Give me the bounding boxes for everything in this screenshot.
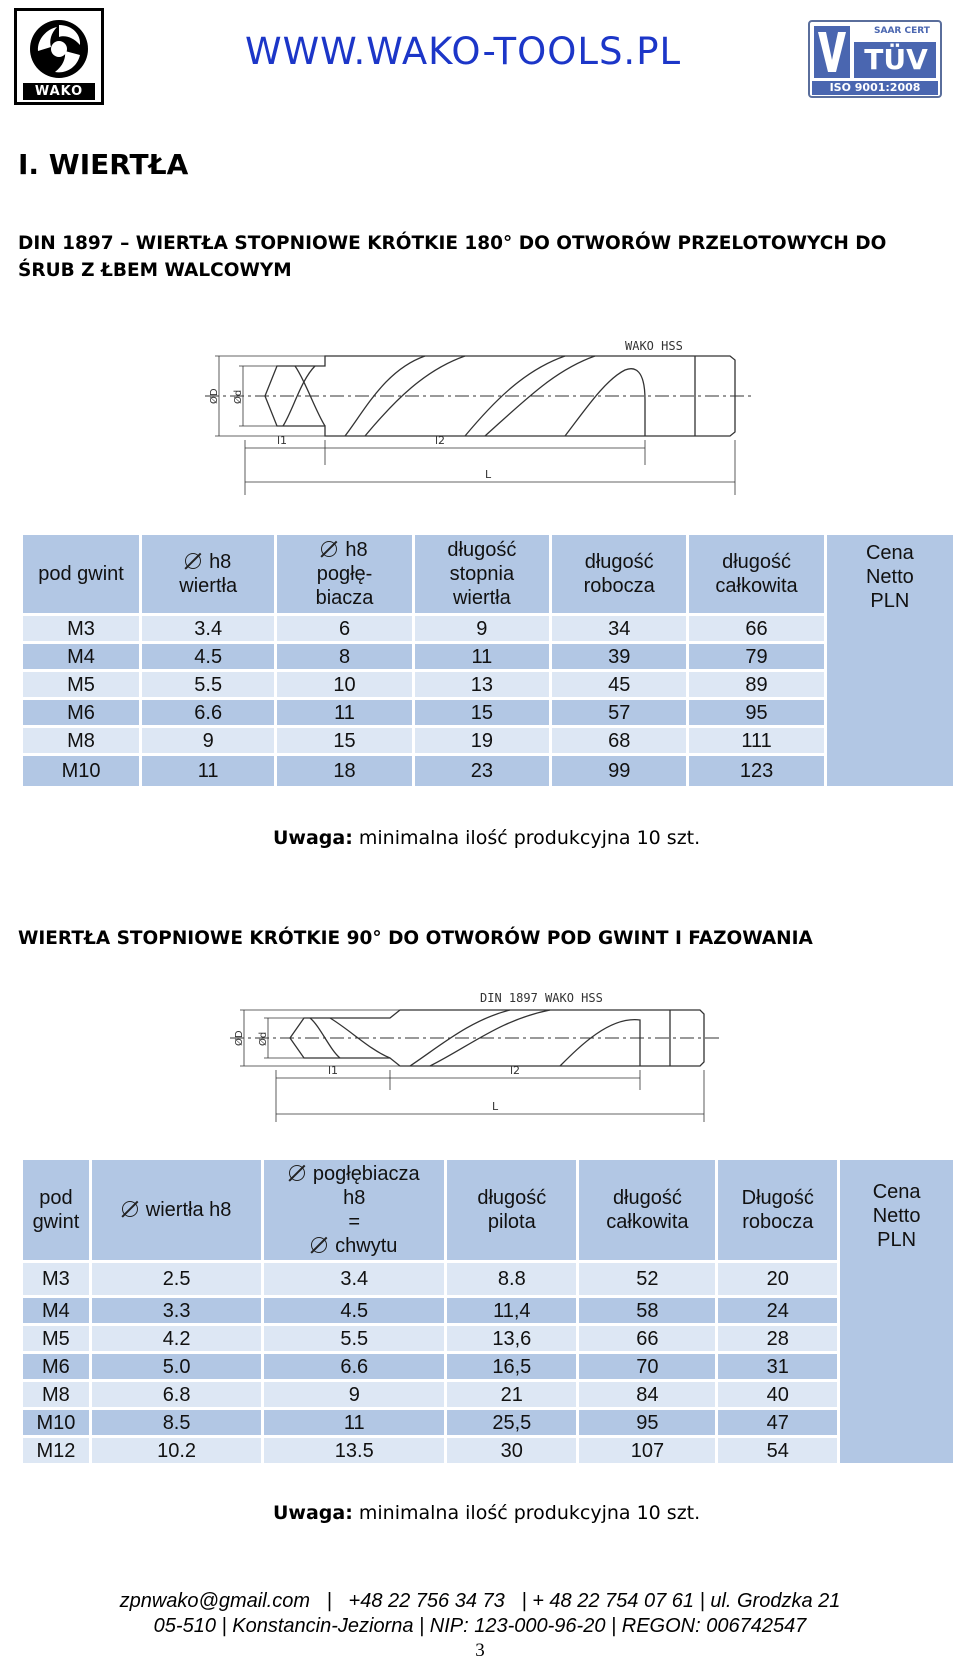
drawing2-label-L: L (492, 1100, 499, 1113)
table-cell: 8 (277, 644, 411, 669)
table2-header-pilot-length: długość pilota (447, 1160, 576, 1260)
table-cell: 111 (689, 728, 823, 753)
table-cell: 79 (689, 644, 823, 669)
table1-header-working-length: długość robocza (552, 535, 686, 613)
table-cell: 5.0 (92, 1354, 262, 1379)
table-cell: 95 (689, 700, 823, 725)
footer-contact-line: zpnwako@gmail.com | +48 22 756 34 73 | + 48 22 754 07 61 | ul. Grodzka 21 (119, 1590, 841, 1612)
drill-drawing-180 (205, 340, 755, 500)
block2-title: WIERTŁA STOPNIOWE KRÓTKIE 90° DO OTWORÓW POD GWINT I FAZOWANIA (18, 928, 813, 949)
table-row (23, 1410, 953, 1435)
note-text: minimalna ilość produkcyjna 10 szt. (352, 1502, 701, 1524)
table-row (23, 1326, 953, 1351)
table-cell: 6.6 (264, 1354, 444, 1379)
table-cell: 58 (579, 1298, 715, 1323)
diameter-icon (289, 1165, 305, 1181)
table-cell: 4.5 (264, 1298, 444, 1323)
table-cell: 20 (718, 1263, 837, 1295)
spec-table-180 (20, 532, 956, 789)
table-cell: 84 (579, 1382, 715, 1407)
tuv-saar-cert: SAAR CERT (874, 26, 930, 36)
wako-logo (14, 8, 104, 105)
table-cell: 34 (552, 616, 686, 641)
drawing1-label-d: Ød (233, 389, 244, 404)
table-cell: 19 (415, 728, 549, 753)
note-text: minimalna ilość produkcyjna 10 szt. (352, 827, 701, 849)
diameter-icon (122, 1201, 138, 1217)
table-cell: 66 (689, 616, 823, 641)
table-cell: 57 (552, 700, 686, 725)
table-cell: 11 (142, 756, 274, 786)
table-cell: 5.5 (264, 1326, 444, 1351)
table-cell: 3.4 (264, 1263, 444, 1295)
table-cell: 2.5 (92, 1263, 262, 1295)
drawing1-marking: WAKO HSS (625, 340, 683, 353)
table-cell: 47 (718, 1410, 837, 1435)
table-cell: 6.6 (142, 700, 274, 725)
table-cell: 3.4 (142, 616, 274, 641)
note-label: Uwaga: (273, 827, 353, 849)
table-cell: 10.2 (92, 1438, 262, 1463)
drawing1-label-L: L (485, 468, 492, 481)
table-cell: M5 (23, 1326, 89, 1351)
table1-header-thread: pod gwint (23, 535, 139, 613)
table-cell: 3.3 (92, 1298, 262, 1323)
table-cell: M8 (23, 728, 139, 753)
block1-title-line1: DIN 1897 – WIERTŁA STOPNIOWE KRÓTKIE 180° DO OTWORÓW PRZELOTOWYCH DO (18, 233, 887, 254)
table-cell: 89 (689, 672, 823, 697)
drawing2-label-l1: l1 (328, 1064, 339, 1077)
table-cell: 15 (277, 728, 411, 753)
table-cell: 107 (579, 1438, 715, 1463)
table-cell: M8 (23, 1382, 89, 1407)
drawing2-label-D: ØD (234, 1030, 245, 1046)
drawing2-label-d: Ød (258, 1031, 269, 1046)
table1-header-step-length: długość stopnia wiertła (415, 535, 549, 613)
diameter-icon (321, 541, 337, 557)
footer-address-line: 05-510 | Konstancin-Jeziorna | NIP: 123-000-96-20 | REGON: 006742547 (153, 1615, 807, 1637)
table-cell: 52 (579, 1263, 715, 1295)
table-cell: M6 (23, 700, 139, 725)
table-cell: 66 (579, 1326, 715, 1351)
table1-header-total-length: długość całkowita (689, 535, 823, 613)
table2-header-countersink: pogłębiacza h8 = chwytu (264, 1160, 444, 1260)
block1-note (273, 827, 700, 849)
table-cell: 28 (718, 1326, 837, 1351)
table-cell: M10 (23, 1410, 89, 1435)
table-cell: 123 (689, 756, 823, 786)
table-cell: 16,5 (447, 1354, 576, 1379)
drawing2-label-l2: l2 (510, 1064, 521, 1077)
site-url[interactable]: WWW.WAKO-TOOLS.PL (245, 30, 682, 73)
table-cell: 13,6 (447, 1326, 576, 1351)
table-cell: 4.5 (142, 644, 274, 669)
table-cell: 95 (579, 1410, 715, 1435)
table1-header-row (23, 535, 953, 613)
table-row (23, 616, 953, 641)
drill-drawing-90 (230, 990, 720, 1130)
table-row (23, 728, 953, 753)
table-cell: 18 (277, 756, 411, 786)
table-cell: 6 (277, 616, 411, 641)
page-number: 3 (475, 1640, 485, 1661)
drawing1-label-D: ØD (209, 388, 220, 404)
table-cell: M4 (23, 644, 139, 669)
tuv-iso: ISO 9001:2008 (829, 81, 921, 94)
table-cell: 5.5 (142, 672, 274, 697)
table-row (23, 700, 953, 725)
table2-header-total-length: długość całkowita (579, 1160, 715, 1260)
table-cell: 11 (264, 1410, 444, 1435)
table2-header-row (23, 1160, 953, 1260)
drawing1-label-l1: l1 (277, 434, 288, 447)
table-cell: 24 (718, 1298, 837, 1323)
table-row (23, 1354, 953, 1379)
table-cell: 40 (718, 1382, 837, 1407)
table-cell: M3 (23, 616, 139, 641)
table-cell: 11 (277, 700, 411, 725)
table-row (23, 672, 953, 697)
table-cell: 25,5 (447, 1410, 576, 1435)
drawing1-label-l2: l2 (435, 434, 446, 447)
tuv-brand: TÜV (864, 43, 928, 76)
table-cell: 9 (415, 616, 549, 641)
table-cell: 68 (552, 728, 686, 753)
table-cell: 21 (447, 1382, 576, 1407)
block1-title-line2: ŚRUB Z ŁBEM WALCOWYM (18, 260, 292, 281)
table-cell: 39 (552, 644, 686, 669)
table-cell: 4.2 (92, 1326, 262, 1351)
table-cell: 8.8 (447, 1263, 576, 1295)
table-row (23, 644, 953, 669)
table-cell: M3 (23, 1263, 89, 1295)
note-label: Uwaga: (273, 1502, 353, 1524)
table-cell: 9 (264, 1382, 444, 1407)
tuv-certificate-logo (808, 20, 942, 98)
table1-header-price: Cena Netto PLN (827, 535, 953, 786)
table-row (23, 1382, 953, 1407)
table2-header-working-length: Długość robocza (718, 1160, 837, 1260)
table-cell: M4 (23, 1298, 89, 1323)
table-row (23, 756, 953, 786)
table-cell: 13 (415, 672, 549, 697)
table-cell: M10 (23, 756, 139, 786)
table2-header-thread: pod gwint (23, 1160, 89, 1260)
table-cell: 23 (415, 756, 549, 786)
table-cell: 11 (415, 644, 549, 669)
table2-header-drill: wiertła h8 (92, 1160, 262, 1260)
table-cell: M6 (23, 1354, 89, 1379)
diameter-icon (311, 1237, 327, 1253)
table2-header-price: Cena Netto PLN (840, 1160, 953, 1463)
drawing2-marking: DIN 1897 WAKO HSS (480, 991, 603, 1005)
table-cell: 11,4 (447, 1298, 576, 1323)
table-cell: M12 (23, 1438, 89, 1463)
table-cell: 13.5 (264, 1438, 444, 1463)
block2-note (273, 1502, 700, 1524)
table-cell: 99 (552, 756, 686, 786)
table-cell: 54 (718, 1438, 837, 1463)
table-row (23, 1298, 953, 1323)
table-row (23, 1263, 953, 1295)
wako-logo-text: WAKO (34, 84, 84, 99)
table-cell: 10 (277, 672, 411, 697)
block1-title (18, 230, 886, 284)
table-cell: 15 (415, 700, 549, 725)
table-cell: 31 (718, 1354, 837, 1379)
spec-table-90 (20, 1157, 956, 1466)
section-title: I. WIERTŁA (18, 148, 189, 181)
table-cell: 30 (447, 1438, 576, 1463)
table1-header-countersink: h8 pogłę- biacza (277, 535, 411, 613)
table-row (23, 1438, 953, 1463)
table-cell: M5 (23, 672, 139, 697)
table-cell: 6.8 (92, 1382, 262, 1407)
table-cell: 9 (142, 728, 274, 753)
table-cell: 70 (579, 1354, 715, 1379)
table-cell: 8.5 (92, 1410, 262, 1435)
diameter-icon (185, 553, 201, 569)
table1-header-drill: h8 wiertła (142, 535, 274, 613)
table-cell: 45 (552, 672, 686, 697)
